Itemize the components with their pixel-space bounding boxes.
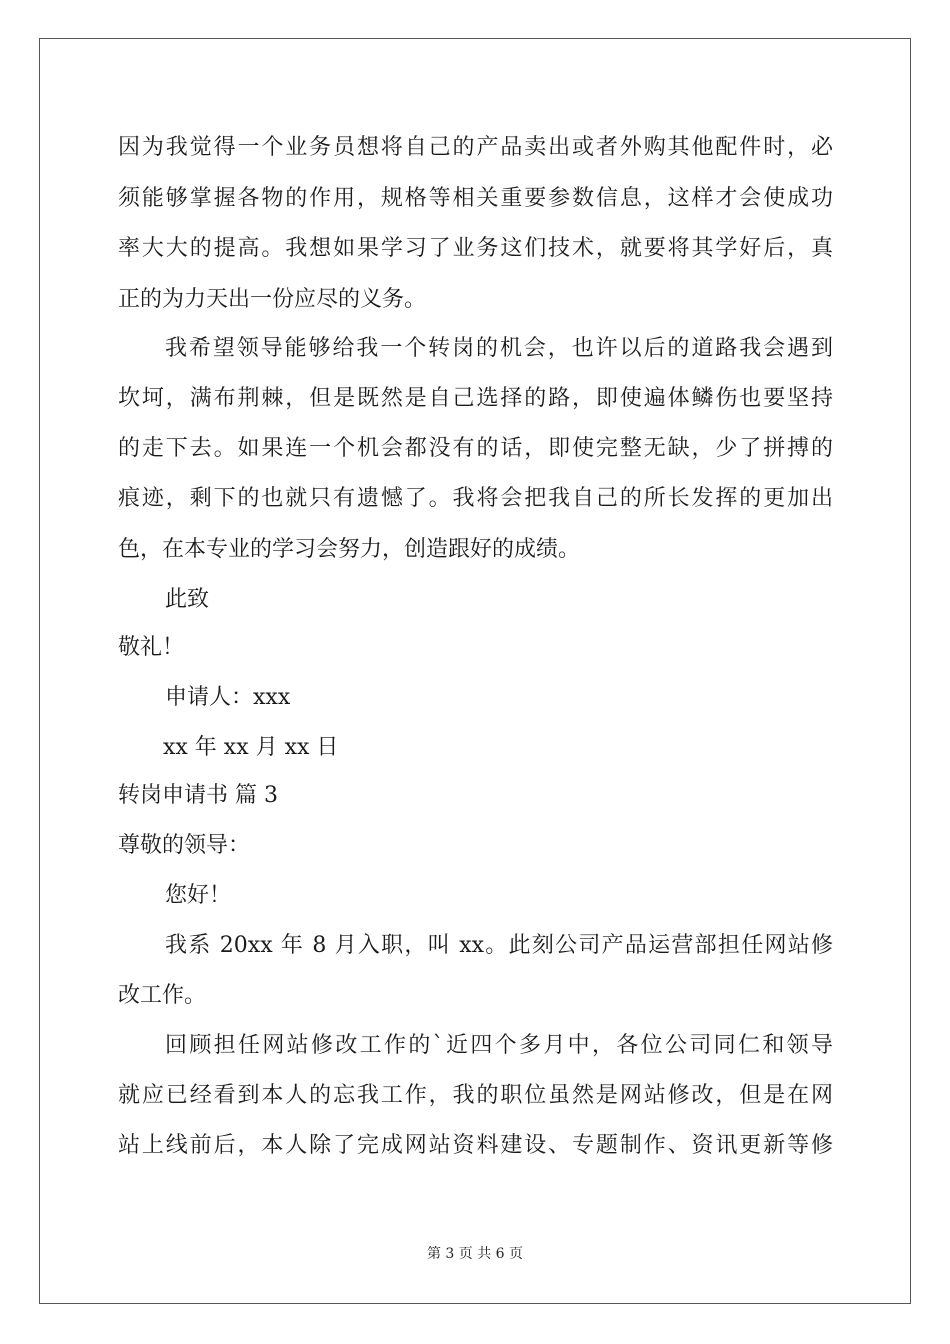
text-line: 率大大的提高。我想如果学习了业务这们技术，就要将其学好后，真	[118, 236, 833, 261]
text-line: 须能够掌握各物的作用，规格等相关重要参数信息，这样才会使成功	[118, 186, 833, 211]
page-footer: 第 3 页 共 6 页	[426, 1246, 524, 1262]
greeting: 您好！	[165, 883, 232, 908]
closing-line: 此致	[165, 587, 210, 612]
closing-salute: 敬礼！	[118, 635, 185, 660]
text-line: 就应已经看到本人的忘我工作，我的职位虽然是网站修改，但是在网	[118, 1083, 833, 1108]
text-line: 改工作。	[118, 983, 207, 1008]
text-line: 回顾担任网站修改工作的`近四个多月中，各位公司同仁和领导	[165, 1033, 833, 1058]
text-line: 我系 20xx 年 8 月入职，叫 xx。此刻公司产品运营部担任网站修	[165, 933, 833, 958]
text-line: 坎坷，满布荆棘，但是既然是自己选择的路，即使遍体鳞伤也要坚持	[118, 386, 833, 411]
text-line: 站上线前后，本人除了完成网站资料建设、专题制作、资讯更新等修	[118, 1133, 833, 1158]
applicant-line: 申请人：xxx	[165, 685, 291, 710]
text-line: 我希望领导能够给我一个转岗的机会，也许以后的道路我会遇到	[165, 336, 833, 361]
text-line: 正的为力天出一份应尽的义务。	[118, 287, 427, 312]
text-line: 因为我觉得一个业务员想将自己的产品卖出或者外购其他配件时，必	[118, 135, 833, 160]
date-line: xx 年 xx 月 xx 日	[163, 735, 339, 760]
text-line: 痕迹，剩下的也就只有遗憾了。我将会把我自己的所长发挥的更加出	[118, 486, 833, 511]
text-line: 色，在本专业的学习会努力，创造跟好的成绩。	[118, 537, 581, 562]
salutation: 尊敬的领导：	[118, 833, 251, 858]
text-line: 的走下去。如果连一个机会都没有的话，即使完整无缺，少了拼搏的	[118, 436, 833, 461]
section-title: 转岗申请书 篇 3	[118, 783, 278, 808]
